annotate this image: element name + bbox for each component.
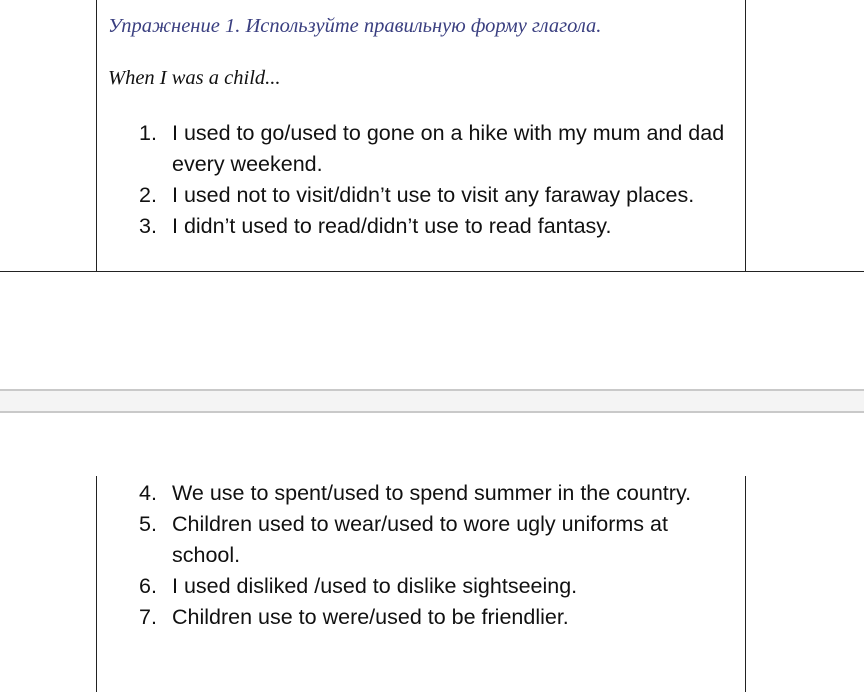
item-text: I used disliked /used to dislike sightseeing. <box>172 574 578 598</box>
list-item <box>0 118 732 180</box>
item-number: 5. <box>139 512 157 536</box>
page-top <box>0 0 864 272</box>
item-text: I used to go/used to gone on a hike with my mum and dad every weekend. <box>172 121 725 176</box>
list-item <box>0 602 732 633</box>
item-number: 2. <box>139 183 157 207</box>
list-item <box>0 478 732 509</box>
item-number: 1. <box>139 121 157 145</box>
exercise-list-part-2 <box>0 478 732 633</box>
item-text: Children use to were/used to be friendlier. <box>172 605 569 629</box>
item-text: Children used to wear/used to wore ugly uniforms at school. <box>172 512 668 567</box>
item-number: 3. <box>139 214 157 238</box>
item-number: 4. <box>139 481 157 505</box>
item-text: We use to spent/used to spend summer in the country. <box>172 481 692 505</box>
exercise-title: Упражнение 1. Используйте правильную форму глагола. <box>108 15 602 37</box>
list-item <box>0 571 732 602</box>
page-separator <box>0 389 864 413</box>
list-item <box>0 509 732 571</box>
list-item <box>0 211 732 242</box>
item-number: 7. <box>139 605 157 629</box>
table-border-right <box>745 476 746 692</box>
exercise-list-part-1 <box>0 118 732 242</box>
list-item <box>0 180 732 211</box>
item-number: 6. <box>139 574 157 598</box>
exercise-intro: When I was a child... <box>108 67 281 89</box>
table-border-right <box>745 0 746 272</box>
item-text: I used not to visit/didn’t use to visit any faraway places. <box>172 183 695 207</box>
table-border-bottom <box>0 271 864 272</box>
item-text: I didn’t used to read/didn’t use to read fantasy. <box>172 214 612 238</box>
